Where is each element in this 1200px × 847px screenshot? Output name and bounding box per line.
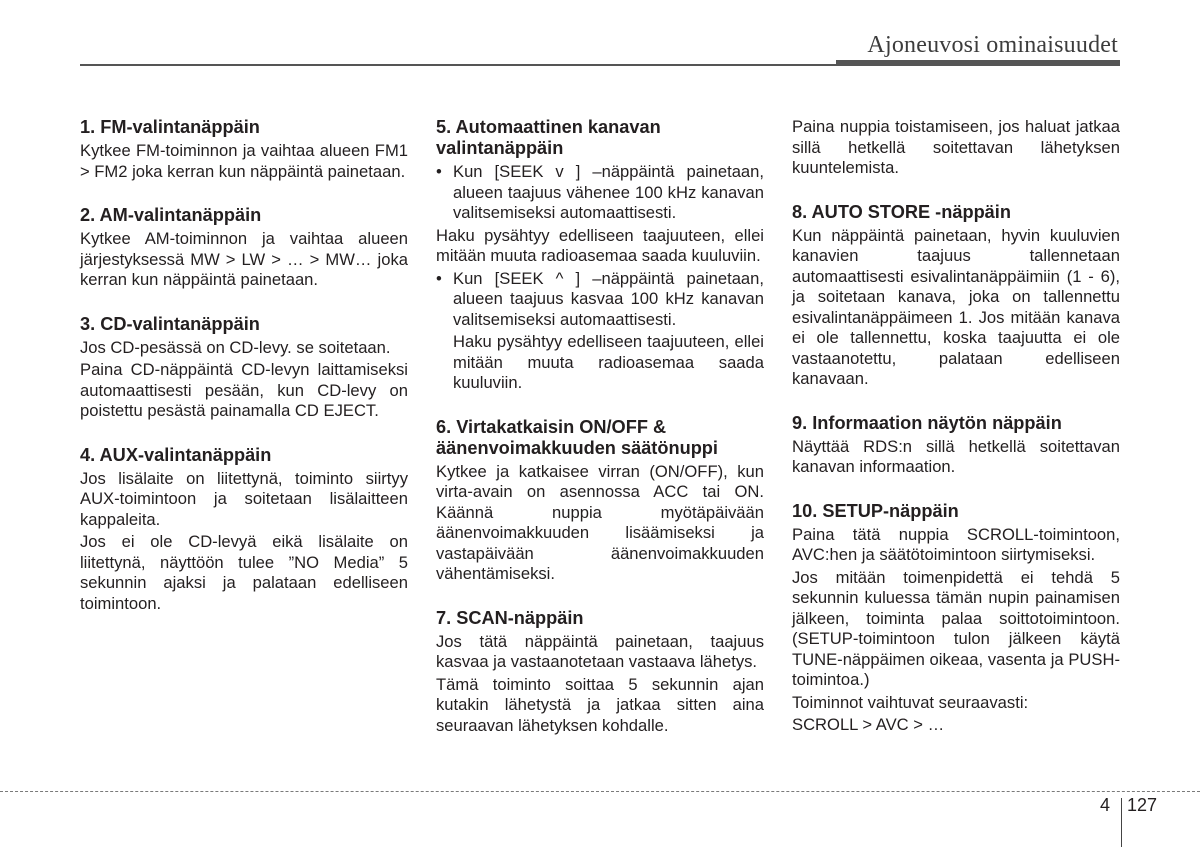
section-text-scan-3: Paina nuppia toistamiseen, jos haluat jatkaa sillä hetkellä soitettavan lähetyksen kuuntelemista. <box>792 117 1120 177</box>
bullet-item-seek-up <box>436 269 764 331</box>
bullet-text: Kun [SEEK ^ ] –näppäintä painetaan, alueen taajuus kasvaa 100 kHz kanavan valitsemiseksi automaattisesti. <box>453 268 764 329</box>
section-title-auto-store: 8. AUTO STORE -näppäin <box>792 201 1011 222</box>
bullet-icon: • <box>436 162 442 181</box>
chapter-number: 4 <box>1100 795 1111 815</box>
bullet-item-seek-down <box>436 162 764 224</box>
column-1 <box>80 117 408 616</box>
section-title-info-display: 9. Informaation näytön näppäin <box>792 412 1062 433</box>
section-text-scan-1: Jos tätä näppäintä painetaan, taajuus kasvaa ja vastaanotetaan vastaava lähetys. <box>436 631 764 671</box>
section-title-setup: 10. SETUP-näppäin <box>792 500 959 521</box>
section-title-scan: 7. SCAN-näppäin <box>436 607 584 628</box>
section-text-seek-2: Haku pysähtyy edelliseen taajuuteen, ellei mitään muuta radioasemaa saada kuuluviin. <box>453 332 764 392</box>
section-title-fm: 1. FM-valintanäppäin <box>80 117 260 137</box>
bullet-text: Kun [SEEK v ] –näppäintä painetaan, alueen taajuus vähenee 100 kHz kanavan valitsemiseksi automaattisesti. <box>453 162 764 222</box>
section-title-aux: 4. AUX-valintanäppäin <box>80 444 272 465</box>
bullet-icon: • <box>436 268 442 288</box>
section-text-auto-store: Kun näppäintä painetaan, hyvin kuuluvien kanavien taajuus tallennetaan automaattisesti esivalintanäppäimiin (1 - 6), ja soitetaan kanava, joka on tallennettu esivalintanäppäimeen 1. Jos mitään kanava ei ole tallennettu, koska taajuutta ei ole vastaanotettu, palataan edelliseen kanavaan. <box>792 225 1120 388</box>
section-text-setup-2: Jos mitään toimenpidettä ei tehdä 5 sekunnin kuluessa tämän nupin painamisen jälkeen, toiminta palaa soittotoimintoon. (SETUP-toimintoon tulon jälkeen käytä TUNE-näppäimen oikeaa, vasenta ja PUSH-toimintoa.) <box>792 567 1120 689</box>
section-text-cd-1: Jos CD-pesässä on CD-levy. se soitetaan. <box>80 337 391 357</box>
section-text-setup-3: Toiminnot vaihtuvat seuraavasti: <box>792 692 1029 712</box>
section-title-seek: 5. Automaattinen kanavan valintanäppäin <box>436 117 661 158</box>
section-text-aux-1: Jos lisälaite on liitettynä, toiminto siirtyy AUX-toimintoon ja soitetaan lisälaitteen kappaleita. <box>80 468 408 529</box>
header-rule <box>80 64 1120 66</box>
section-text-cd-2: Paina CD-näppäintä CD-levyn laittamiseksi automaattisesti pesään, kun CD-levy on poistettu pesästä painamalla CD EJECT. <box>80 360 408 420</box>
column-3 <box>792 117 1120 738</box>
section-title-am: 2. AM-valintanäppäin <box>80 205 262 225</box>
section-text-power-volume: Kytkee ja katkaisee virran (ON/OFF), kun virta-avain on asennossa ACC tai ON. Käännä nuppia myötäpäivään äänenvoimakkuuden lisäämiseksi ja vastapäivään äänenvoimakkuuden vähentämiseksi. <box>436 461 764 583</box>
section-text-am: Kytkee AM-toiminnon ja vaihtaa alueen järjestyksessä MW > LW > … > MW… joka kerran kun näppäintä painetaan. <box>80 229 408 289</box>
page-number: 127 <box>1127 795 1158 815</box>
section-text-scan-2: Tämä toiminto soittaa 5 sekunnin ajan kutakin lähetystä ja jatkaa sitten aina seuraavan lähetyksen kohdalle. <box>436 674 764 735</box>
running-header-title: Ajoneuvosi ominaisuudet <box>867 32 1118 58</box>
section-text-fm: Kytkee FM-toiminnon ja vaihtaa alueen FM1 > FM2 joka kerran kun näppäintä painetaan. <box>80 141 408 181</box>
section-title-power-volume: 6. Virtakatkaisin ON/OFF & äänenvoimakkuuden säätönuppi <box>436 416 718 458</box>
section-text-info-display: Näyttää RDS:n sillä hetkellä soitettavan kanavan informaation. <box>792 436 1120 476</box>
section-text-seek-1: Haku pysähtyy edelliseen taajuuteen, ellei mitään muuta radioasemaa saada kuuluviin. <box>436 225 764 265</box>
section-text-setup-1: Paina tätä nuppia SCROLL-toimintoon, AVC:hen ja säätötoimintoon siirtymiseksi. <box>792 524 1120 564</box>
section-text-setup-4: SCROLL > AVC > … <box>792 715 945 734</box>
footer-dashed-rule <box>0 791 1200 792</box>
section-text-aux-2: Jos ei ole CD-levyä eikä lisälaite on liitettynä, näyttöön tulee ”NO Media” 5 sekunnin ajaksi ja palataan edelliseen toimintoon. <box>80 532 408 613</box>
page-number-separator <box>1121 798 1122 847</box>
section-title-cd: 3. CD-valintanäppäin <box>80 313 260 334</box>
column-2 <box>436 117 764 738</box>
